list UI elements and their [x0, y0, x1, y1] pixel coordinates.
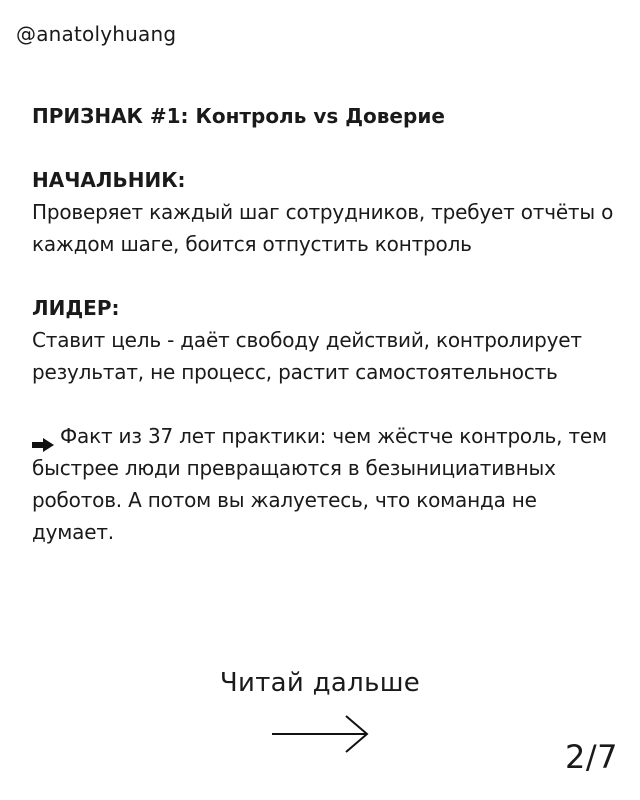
boss-heading: НАЧАЛЬНИК: — [32, 168, 186, 192]
post-title: ПРИЗНАК #1: Контроль vs Доверие — [32, 104, 445, 128]
right-arrow-icon — [32, 429, 54, 443]
long-right-arrow-icon[interactable] — [270, 714, 370, 754]
read-more-label[interactable]: Читай дальше — [219, 668, 421, 698]
leader-description: Ставит цель - даёт свободу действий, контролирует результат, не процесс, растит самостоятельность — [32, 328, 582, 384]
leader-heading: ЛИДЕР: — [32, 296, 120, 320]
page-indicator: 2/7 — [565, 738, 618, 776]
post-content — [32, 100, 622, 548]
author-handle: @anatolyhuang — [16, 22, 177, 46]
fact-paragraph — [32, 420, 622, 548]
boss-description: Проверяет каждый шаг сотрудников, требует отчёты о каждом шаге, боится отпустить контроль — [32, 200, 614, 256]
fact-text: Факт из 37 лет практики: чем жёстче контроль, тем быстрее люди превращаются в безынициативных роботов. А потом вы жалуетесь, что команда не думает. — [32, 424, 607, 544]
